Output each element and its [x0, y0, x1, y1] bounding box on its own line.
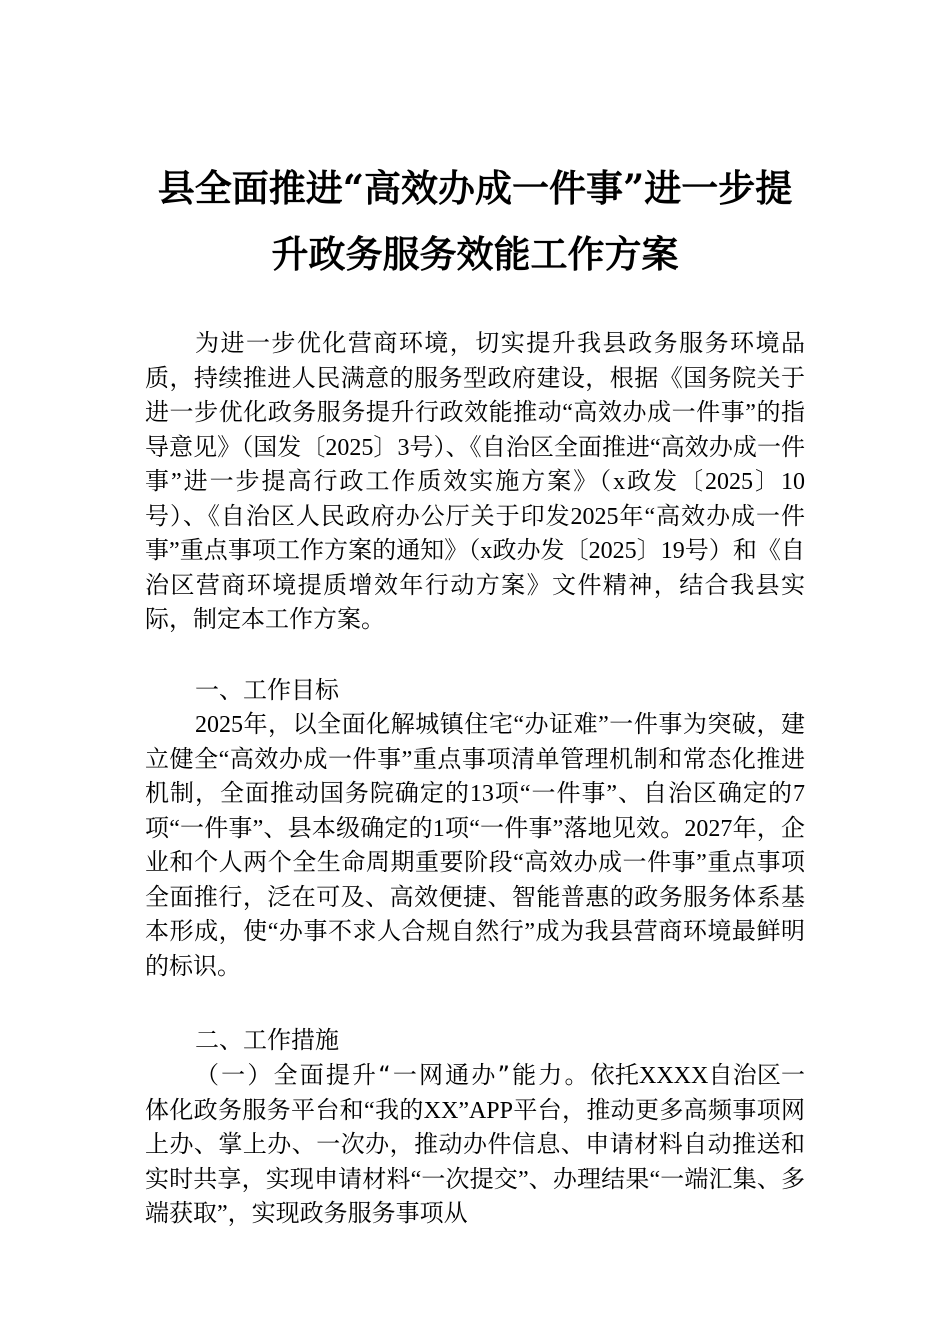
measure-1-paragraph [145, 1058, 805, 1232]
measure-1-heading: （一）全面提升“一网通办”能力。 [195, 1061, 591, 1089]
measure-1-text: 依托XXXX自治区一体化政务服务平台和“我的XX”APP平台，推动更多高频事项网上办、掌上办、一次办，推动办件信息、申请材料自动推送和实时共享，实现申请材料“一次提交”、办理结果“一端汇集、多端获取”，实现政务服务事项从 [145, 1063, 806, 1227]
document-title-line-1: 县全面推进“高效办成一件事”进一步提 [157, 166, 793, 210]
goals-paragraph: 2025年，以全面化解城镇住宅“办证难”一件事为突破，建立健全“高效办成一件事”重点事项清单管理机制和常态化推进机制，全面推动国务院确定的13项“一件事”、自治区确定的7项“一件事”、县本级确定的1项“一件事”落地见效。2027年，企业和个人两个全生命周期重要阶段“高效办成一件事”重点事项全面推行，泛在可及、高效便捷、智能普惠的政务服务体系基本形成，使“办事不求人合规自然行”成为我县营商环境最鲜明的标识。 [145, 712, 805, 980]
section-heading-goals: 一、工作目标 [195, 676, 339, 704]
intro-paragraph: 为进一步优化营商环境，切实提升我县政务服务环境品质，持续推进人民满意的服务型政府建设，根据《国务院关于进一步优化政务服务提升行政效能推动“高效办成一件事”的指导意见》（国发〔2025〕3号）、《自治区全面推进“高效办成一件事”进一步提高行政工作质效实施方案》（x政发〔2025〕10号）、《自治区人民政府办公厅关于印发2025年“高效办成一件事”重点事项工作方案的通知》（x政办发〔2025〕19号）和《自治区营商环境提质增效年行动方案》文件精神，结合我县实际，制定本工作方案。 [145, 331, 805, 633]
document-title-line-2: 升政务服务效能工作方案 [271, 232, 679, 276]
section-heading-measures: 二、工作措施 [195, 1026, 339, 1054]
